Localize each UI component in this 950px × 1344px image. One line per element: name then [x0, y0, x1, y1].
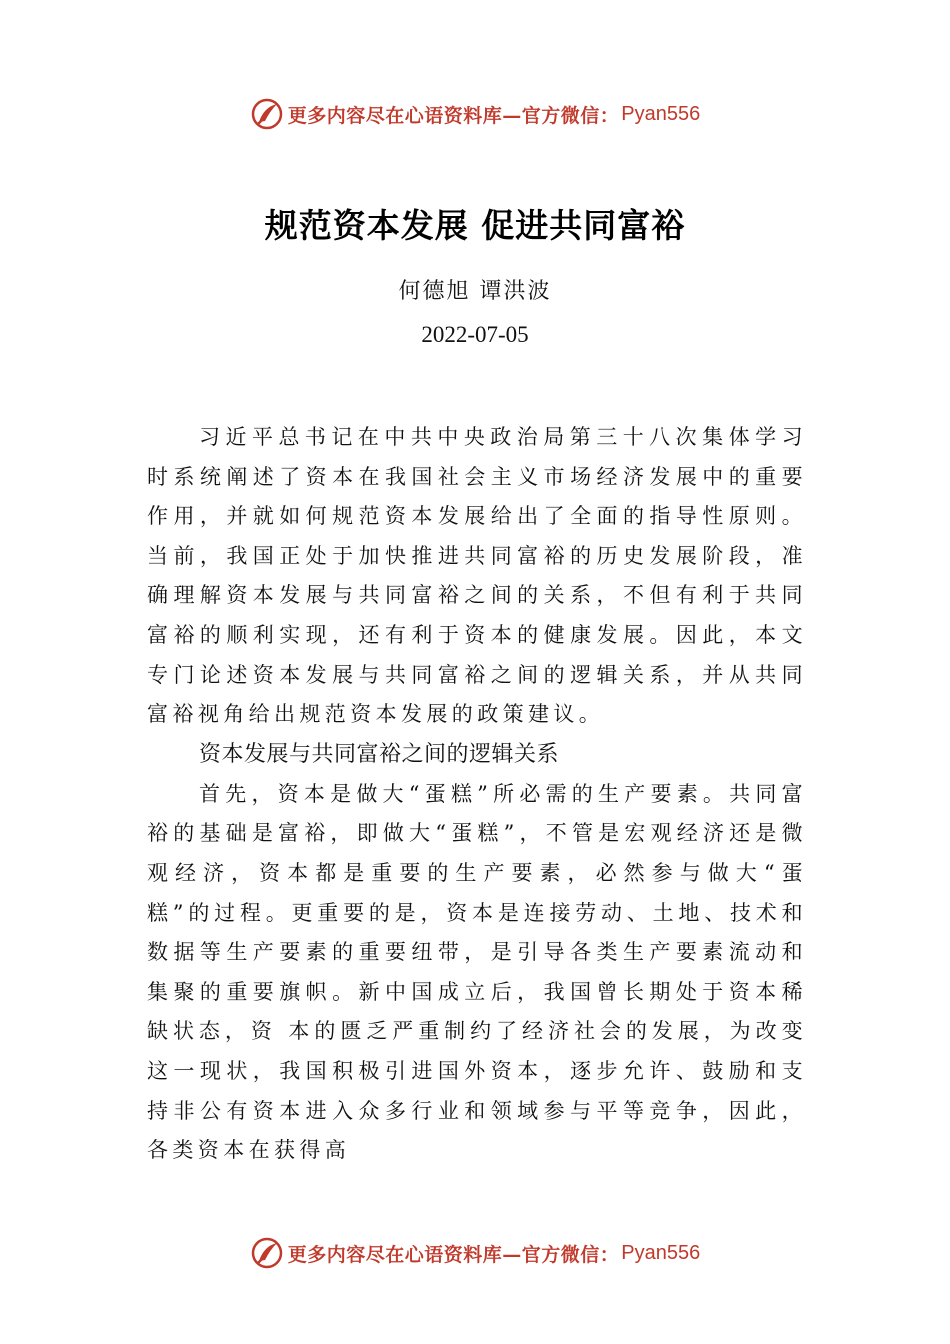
intro-paragraph: 习近平总书记在中共中央政治局第三十八次集体学习时系统阐述了资本在我国社会主义市场经济发展中的重要作用，并就如何规范资本发展给出了全面的指导性原则。当前，我国正处于加快推进共同富裕的历史发展阶段，准确理解资本发展与共同富裕之间的关系，不但有利于共同富裕的顺利实现，还有利于资本的健康发展。因此，本文专门论述资本发展与共同富裕之间的逻辑关系，并从共同富裕视角给出规范资本发展的政策建议。	[147, 425, 807, 727]
pen-swirl-icon	[250, 1236, 284, 1270]
header-banner	[0, 92, 950, 136]
section-paragraph: 首先，资本是做大“蛋糕”所必需的生产要素。共同富裕的基础是富裕，即做大“蛋糕”，不管是宏观经济还是微观经济，资本都是重要的生产要素，必然参与做大“蛋糕”的过程。更重要的是，资本是连接劳动、土地、技术和数据等生产要素的重要纽带，是引导各类生产要素流动和集聚的重要旗帜。新中国成立后，我国曾长期处于资本稀缺状态，资 本的匮乏严重制约了经济社会的发展，为改变这一现状，我国积极引进国外资本，逐步允许、鼓励和支持非公有资本进入众多行业和领域参与平等竞争，因此，各类资本在获得高	[147, 781, 807, 1163]
article-date: 2022-07-05	[421, 322, 529, 347]
article-body	[147, 418, 807, 1171]
article-title: 规范资本发展 促进共同富裕	[264, 206, 686, 245]
banner-handle: Pyan556	[621, 102, 701, 125]
banner-text: 更多内容尽在心语资料库—官方微信：	[287, 104, 620, 127]
pen-swirl-icon	[250, 97, 284, 131]
footer-banner	[0, 1231, 950, 1275]
banner-handle: Pyan556	[621, 1241, 701, 1264]
banner-text: 更多内容尽在心语资料库—官方微信：	[287, 1243, 620, 1266]
section-heading: 资本发展与共同富裕之间的逻辑关系	[199, 741, 560, 767]
article-authors: 何德旭 谭洪波	[398, 279, 552, 304]
